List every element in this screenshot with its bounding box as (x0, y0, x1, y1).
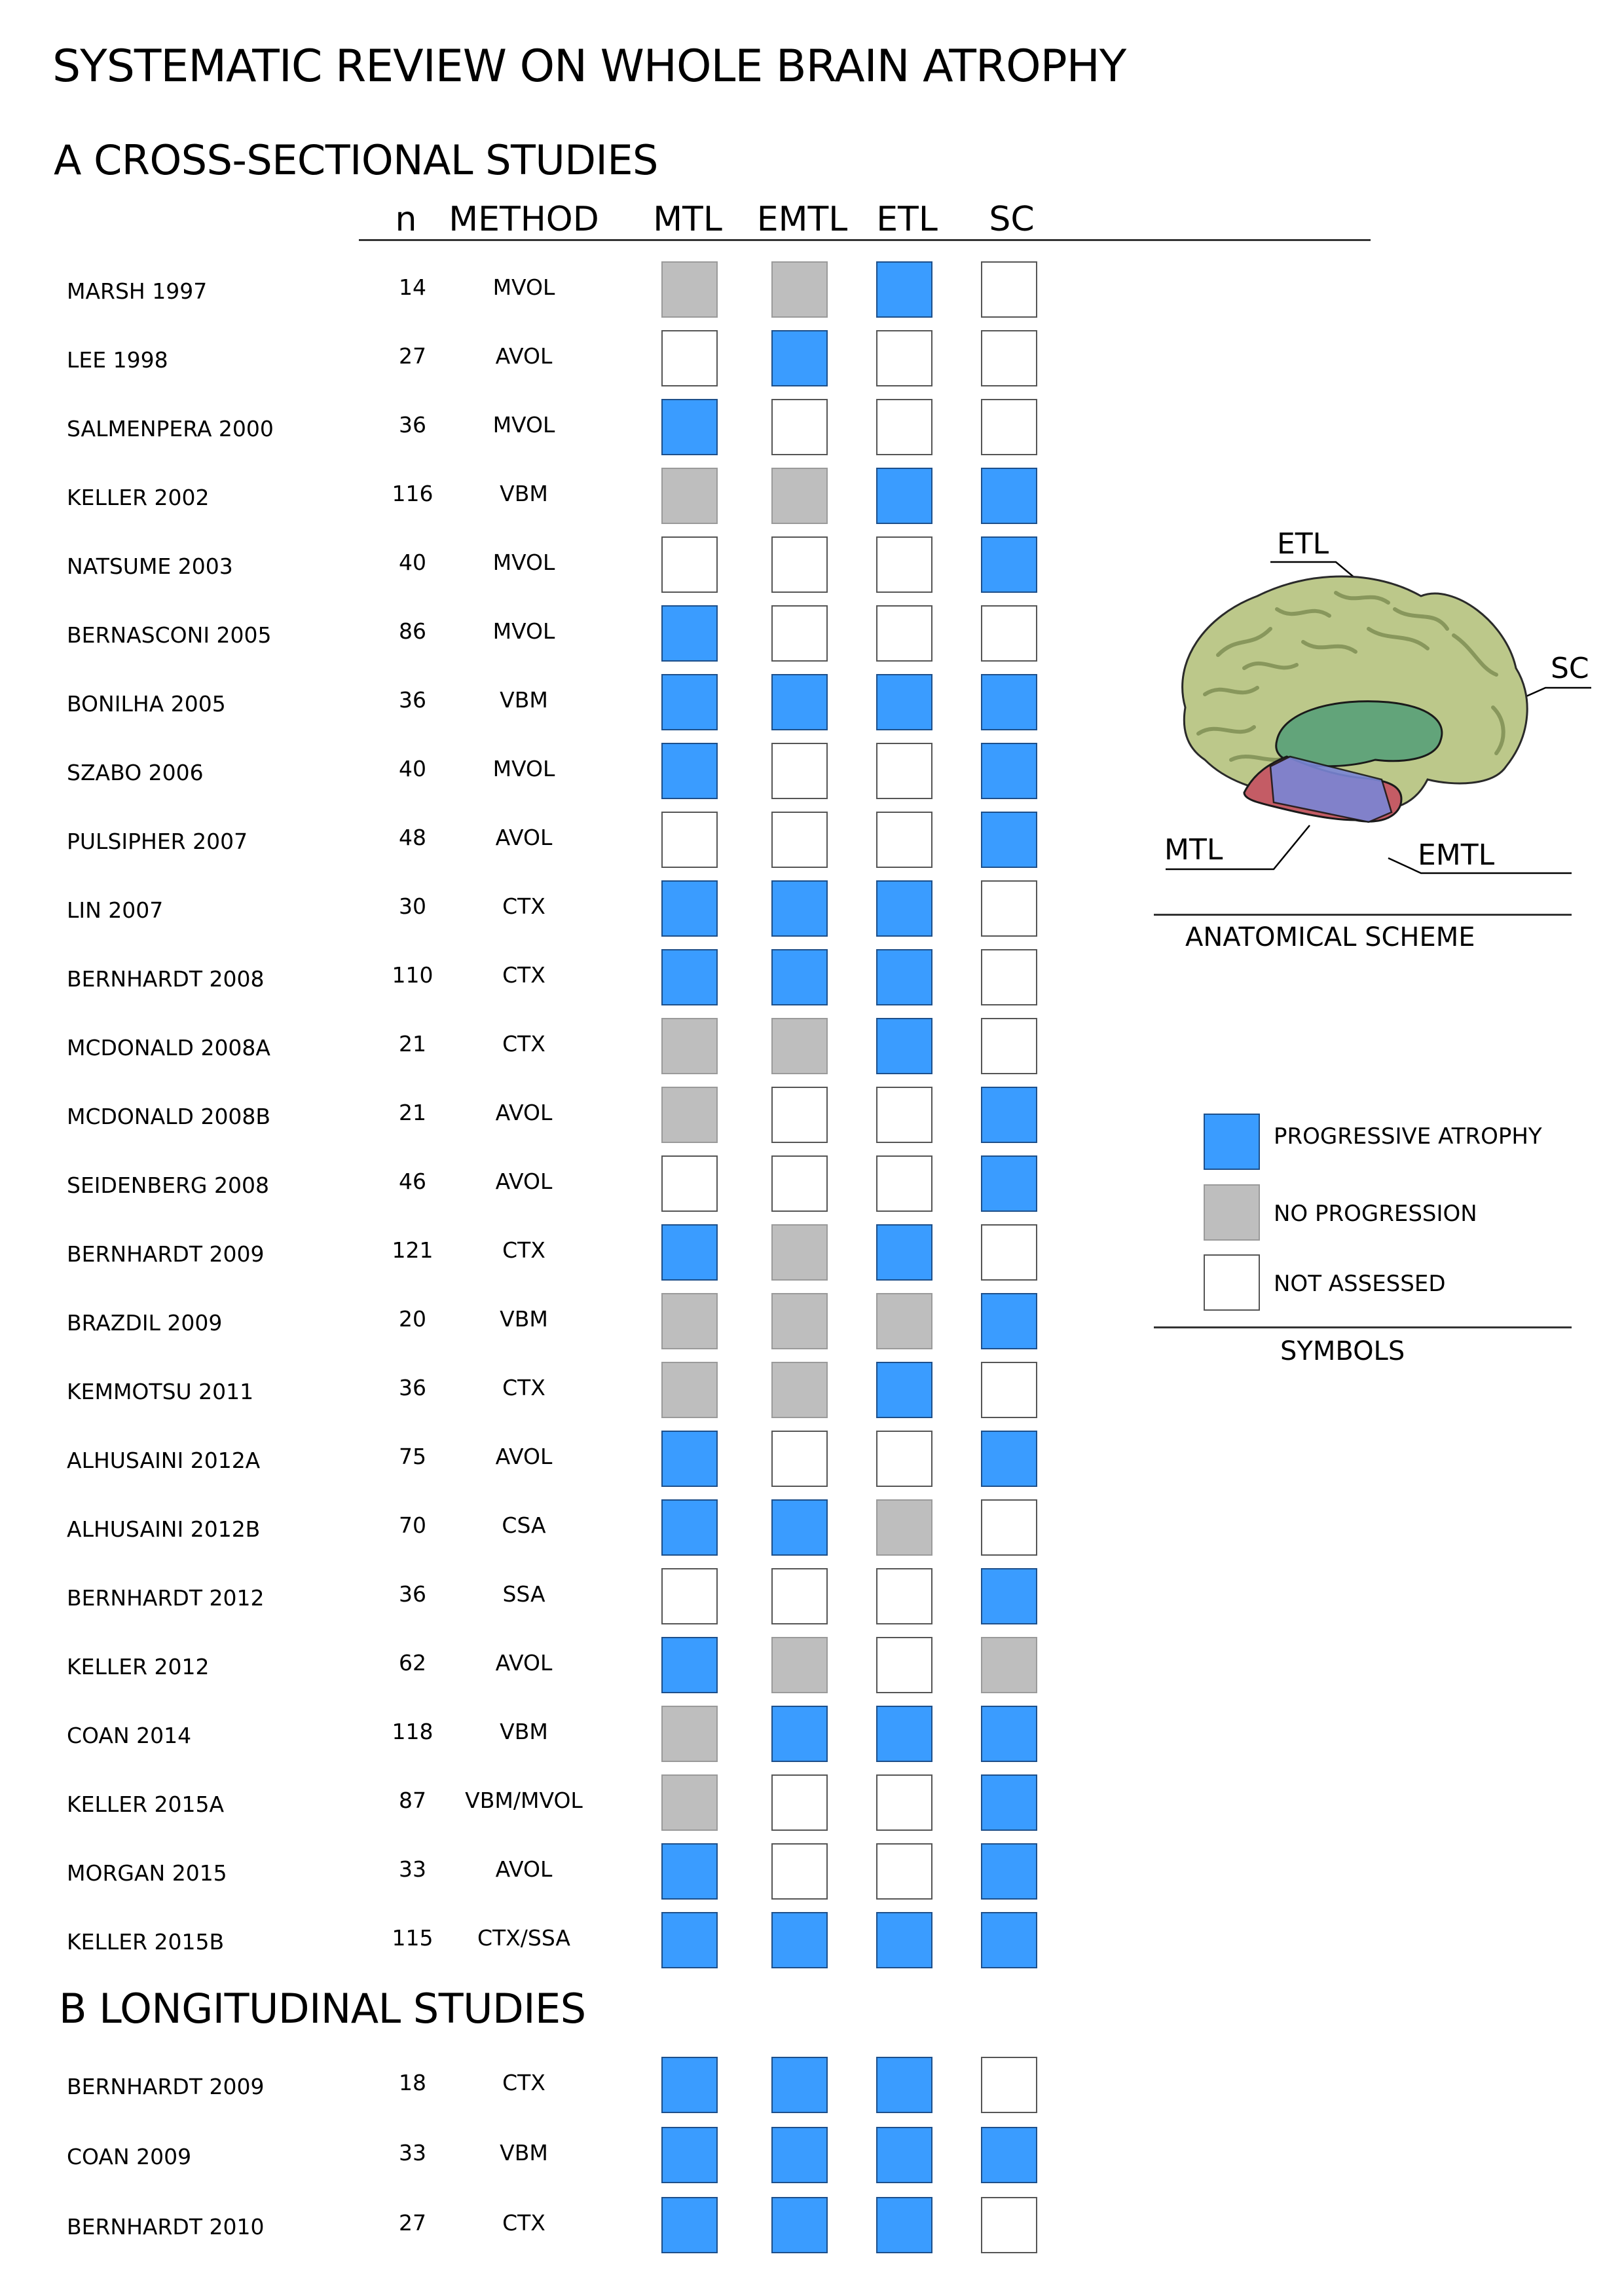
status-cell-emtl (771, 1431, 828, 1487)
column-header-method: METHOD (449, 200, 599, 239)
study-name: ALHUSAINI 2012A (67, 1448, 261, 1473)
legend-rule (1154, 1326, 1572, 1328)
column-header-n: n (395, 200, 417, 239)
method: AVOL (495, 1169, 553, 1194)
status-cell-emtl (771, 1362, 828, 1418)
status-cell-emtl (771, 399, 828, 455)
method: VBM (500, 481, 548, 506)
method: AVOL (495, 1100, 553, 1125)
method: SSA (502, 1581, 545, 1607)
legend-swatch-not-assessed (1204, 1254, 1260, 1311)
status-cell-sc (981, 399, 1037, 455)
study-name: KELLER 2015A (67, 1791, 225, 1817)
method: VBM/MVOL (465, 1788, 583, 1813)
study-name: LEE 1998 (67, 347, 168, 373)
study-name: BERNHARDT 2012 (67, 1585, 265, 1611)
sample-size: 36 (399, 1375, 426, 1400)
scheme-caption: ANATOMICAL SCHEME (1185, 922, 1475, 952)
method: AVOL (495, 1856, 553, 1882)
study-name: BONILHA 2005 (67, 691, 226, 717)
study-name: MORGAN 2015 (67, 1860, 227, 1886)
method: CTX (502, 2210, 545, 2236)
sample-size: 116 (392, 481, 434, 506)
column-header-mtl: MTL (653, 200, 722, 239)
sample-size: 36 (399, 687, 426, 713)
study-name: NATSUME 2003 (67, 553, 233, 579)
study-name: BERNHARDT 2009 (67, 1241, 265, 1267)
status-cell-emtl (771, 1224, 828, 1281)
method: CTX (502, 1375, 545, 1400)
status-cell-sc (981, 743, 1037, 799)
study-name: MCDONALD 2008B (67, 1104, 271, 1129)
status-cell-etl (876, 2057, 932, 2113)
column-header-emtl: EMTL (756, 200, 848, 239)
legend-label-no-progression: NO PROGRESSION (1274, 1201, 1477, 1227)
status-cell-etl (876, 743, 932, 799)
table-row (0, 1788, 1061, 1850)
status-cell-sc (981, 1224, 1037, 1281)
scheme-label-sc: SC (1551, 652, 1589, 685)
status-cell-mtl (661, 536, 718, 593)
sample-size: 36 (399, 412, 426, 438)
study-name: MARSH 1997 (67, 278, 208, 304)
status-cell-mtl (661, 1774, 718, 1831)
sample-size: 21 (399, 1031, 426, 1057)
status-cell-etl (876, 399, 932, 455)
status-cell-emtl (771, 261, 828, 318)
status-cell-mtl (661, 261, 718, 318)
sample-size: 36 (399, 1581, 426, 1607)
method: CSA (502, 1512, 546, 1538)
study-name: BERNHARDT 2008 (67, 966, 265, 992)
status-cell-mtl (661, 1087, 718, 1143)
status-cell-sc (981, 261, 1037, 318)
table-row (0, 2070, 1061, 2133)
study-name: COAN 2009 (67, 2144, 192, 2169)
status-cell-etl (876, 1774, 932, 1831)
status-cell-mtl (661, 2127, 718, 2183)
status-cell-emtl (771, 1155, 828, 1212)
sample-size: 20 (399, 1306, 426, 1332)
status-cell-sc (981, 2127, 1037, 2183)
status-cell-sc (981, 1774, 1037, 1831)
status-cell-etl (876, 2127, 932, 2183)
status-cell-etl (876, 812, 932, 868)
study-name: COAN 2014 (67, 1723, 192, 1748)
sample-size: 110 (392, 962, 434, 988)
method: CTX (502, 893, 545, 919)
status-cell-emtl (771, 1499, 828, 1556)
status-cell-etl (876, 1155, 932, 1212)
scheme-label-mtl: MTL (1164, 833, 1223, 867)
status-cell-etl (876, 1706, 932, 1762)
status-cell-etl (876, 1637, 932, 1693)
method: MVOL (492, 412, 555, 438)
status-cell-etl (876, 605, 932, 662)
status-cell-mtl (661, 1637, 718, 1693)
status-cell-emtl (771, 2197, 828, 2253)
section-a-title: A CROSS-SECTIONAL STUDIES (54, 136, 658, 184)
study-name: SALMENPERA 2000 (67, 416, 274, 441)
table-row (0, 1237, 1061, 1300)
study-name: KELLER 2002 (67, 485, 210, 510)
status-cell-sc (981, 949, 1037, 1005)
sample-size: 30 (399, 893, 426, 919)
status-cell-mtl (661, 674, 718, 730)
status-cell-sc (981, 1637, 1037, 1693)
table-row (0, 1581, 1061, 1644)
method: AVOL (495, 1650, 553, 1676)
status-cell-mtl (661, 880, 718, 937)
status-cell-etl (876, 1843, 932, 1900)
method: AVOL (495, 343, 553, 369)
status-cell-sc (981, 1706, 1037, 1762)
table-row (0, 1650, 1061, 1713)
legend-caption: SYMBOLS (1280, 1336, 1405, 1366)
study-name: SEIDENBERG 2008 (67, 1172, 269, 1198)
study-name: MCDONALD 2008A (67, 1035, 271, 1060)
table-row (0, 893, 1061, 956)
table-row (0, 1925, 1061, 1988)
status-cell-mtl (661, 1155, 718, 1212)
sample-size: 21 (399, 1100, 426, 1125)
status-cell-etl (876, 1224, 932, 1281)
method: AVOL (495, 825, 553, 850)
table-row (0, 618, 1061, 681)
method: MVOL (492, 618, 555, 644)
legend-label-not-assessed: NOT ASSESSED (1274, 1271, 1446, 1297)
status-cell-sc (981, 1568, 1037, 1624)
sample-size: 27 (399, 343, 426, 369)
status-cell-emtl (771, 674, 828, 730)
table-row (0, 2210, 1061, 2273)
table-row (0, 687, 1061, 750)
status-cell-etl (876, 1568, 932, 1624)
status-cell-emtl (771, 605, 828, 662)
status-cell-sc (981, 1087, 1037, 1143)
table-row (0, 274, 1061, 337)
scheme-rule (1154, 914, 1572, 916)
study-name: BERNHARDT 2009 (67, 2074, 265, 2099)
sample-size: 33 (399, 2140, 426, 2166)
status-cell-emtl (771, 468, 828, 524)
status-cell-emtl (771, 1018, 828, 1074)
status-cell-etl (876, 468, 932, 524)
sample-size: 121 (392, 1237, 434, 1263)
status-cell-emtl (771, 1293, 828, 1349)
sample-size: 115 (392, 1925, 434, 1951)
section-b-title: B LONGITUDINAL STUDIES (59, 1985, 586, 2033)
method: MVOL (492, 550, 555, 575)
status-cell-mtl (661, 1431, 718, 1487)
table-row (0, 1856, 1061, 1919)
status-cell-emtl (771, 2127, 828, 2183)
status-cell-mtl (661, 1912, 718, 1968)
method: CTX (502, 1237, 545, 1263)
table-row (0, 2140, 1061, 2203)
study-name: BERNASCONI 2005 (67, 622, 272, 648)
sample-size: 27 (399, 2210, 426, 2236)
status-cell-mtl (661, 1706, 718, 1762)
status-cell-mtl (661, 1499, 718, 1556)
status-cell-etl (876, 880, 932, 937)
status-cell-mtl (661, 399, 718, 455)
method: MVOL (492, 274, 555, 300)
study-name: PULSIPHER 2007 (67, 829, 248, 854)
main-title: SYSTEMATIC REVIEW ON WHOLE BRAIN ATROPHY (52, 41, 1126, 92)
legend-swatch-progressive (1204, 1114, 1260, 1170)
table-row (0, 1375, 1061, 1438)
column-header-sc: SC (989, 200, 1035, 239)
status-cell-sc (981, 812, 1037, 868)
sample-size: 75 (399, 1444, 426, 1469)
status-cell-etl (876, 536, 932, 593)
study-name: BERNHARDT 2010 (67, 2214, 265, 2240)
scheme-label-emtl: EMTL (1418, 838, 1495, 872)
status-cell-sc (981, 468, 1037, 524)
status-cell-etl (876, 330, 932, 386)
status-cell-etl (876, 1431, 932, 1487)
table-row (0, 550, 1061, 612)
method: CTX (502, 1031, 545, 1057)
table-row (0, 1169, 1061, 1231)
method: AVOL (495, 1444, 553, 1469)
status-cell-sc (981, 1431, 1037, 1487)
status-cell-sc (981, 2057, 1037, 2113)
status-cell-emtl (771, 330, 828, 386)
method: VBM (500, 2140, 548, 2166)
status-cell-emtl (771, 1843, 828, 1900)
sample-size: 18 (399, 2070, 426, 2095)
table-row (0, 481, 1061, 544)
table-row (0, 1306, 1061, 1369)
study-name: BRAZDIL 2009 (67, 1310, 223, 1336)
status-cell-sc (981, 330, 1037, 386)
status-cell-mtl (661, 330, 718, 386)
table-row (0, 343, 1061, 406)
status-cell-emtl (771, 1912, 828, 1968)
sample-size: 46 (399, 1169, 426, 1194)
table-row (0, 1100, 1061, 1163)
status-cell-mtl (661, 2057, 718, 2113)
study-name: SZABO 2006 (67, 760, 204, 785)
status-cell-sc (981, 536, 1037, 593)
study-name: KELLER 2012 (67, 1654, 210, 1679)
status-cell-emtl (771, 1706, 828, 1762)
status-cell-emtl (771, 1774, 828, 1831)
sample-size: 40 (399, 550, 426, 575)
method: MVOL (492, 756, 555, 781)
status-cell-etl (876, 1499, 932, 1556)
status-cell-emtl (771, 2057, 828, 2113)
status-cell-mtl (661, 1843, 718, 1900)
table-row (0, 962, 1061, 1025)
status-cell-sc (981, 1499, 1037, 1556)
legend-label-progressive: PROGRESSIVE ATROPHY (1274, 1123, 1542, 1150)
status-cell-emtl (771, 743, 828, 799)
status-cell-sc (981, 880, 1037, 937)
status-cell-mtl (661, 468, 718, 524)
status-cell-mtl (661, 1568, 718, 1624)
scheme-label-etl: ETL (1277, 527, 1329, 561)
sample-size: 40 (399, 756, 426, 781)
table-row (0, 756, 1061, 819)
column-header-etl: ETL (876, 200, 938, 239)
status-cell-mtl (661, 1018, 718, 1074)
status-cell-sc (981, 674, 1037, 730)
table-row (0, 1719, 1061, 1782)
sample-size: 86 (399, 618, 426, 644)
status-cell-sc (981, 1018, 1037, 1074)
status-cell-mtl (661, 949, 718, 1005)
status-cell-etl (876, 674, 932, 730)
status-cell-mtl (661, 743, 718, 799)
status-cell-emtl (771, 536, 828, 593)
method: CTX/SSA (477, 1925, 570, 1951)
study-name: ALHUSAINI 2012B (67, 1516, 261, 1542)
status-cell-mtl (661, 812, 718, 868)
legend-swatch-no-progression (1204, 1184, 1260, 1241)
status-cell-etl (876, 1912, 932, 1968)
status-cell-sc (981, 605, 1037, 662)
status-cell-emtl (771, 1087, 828, 1143)
status-cell-emtl (771, 880, 828, 937)
method: VBM (500, 687, 548, 713)
status-cell-etl (876, 261, 932, 318)
table-row (0, 1444, 1061, 1507)
status-cell-sc (981, 1155, 1037, 1212)
status-cell-sc (981, 1843, 1037, 1900)
table-row (0, 412, 1061, 475)
status-cell-sc (981, 1912, 1037, 1968)
status-cell-etl (876, 2197, 932, 2253)
sample-size: 70 (399, 1512, 426, 1538)
sample-size: 48 (399, 825, 426, 850)
status-cell-emtl (771, 949, 828, 1005)
status-cell-mtl (661, 1293, 718, 1349)
study-name: LIN 2007 (67, 897, 164, 923)
status-cell-emtl (771, 1637, 828, 1693)
sample-size: 33 (399, 1856, 426, 1882)
study-name: KEMMOTSU 2011 (67, 1379, 254, 1404)
status-cell-etl (876, 1018, 932, 1074)
sample-size: 118 (392, 1719, 434, 1744)
status-cell-mtl (661, 1362, 718, 1418)
table-row (0, 825, 1061, 888)
status-cell-etl (876, 1362, 932, 1418)
method: CTX (502, 962, 545, 988)
status-cell-mtl (661, 605, 718, 662)
status-cell-mtl (661, 2197, 718, 2253)
sample-size: 14 (399, 274, 426, 300)
header-rule (359, 239, 1371, 241)
sample-size: 62 (399, 1650, 426, 1676)
table-row (0, 1512, 1061, 1575)
status-cell-emtl (771, 1568, 828, 1624)
status-cell-sc (981, 1362, 1037, 1418)
status-cell-sc (981, 2197, 1037, 2253)
status-cell-emtl (771, 812, 828, 868)
status-cell-etl (876, 1087, 932, 1143)
table-row (0, 1031, 1061, 1094)
method: VBM (500, 1306, 548, 1332)
status-cell-mtl (661, 1224, 718, 1281)
status-cell-etl (876, 949, 932, 1005)
status-cell-etl (876, 1293, 932, 1349)
sample-size: 87 (399, 1788, 426, 1813)
method: VBM (500, 1719, 548, 1744)
method: CTX (502, 2070, 545, 2095)
status-cell-sc (981, 1293, 1037, 1349)
study-name: KELLER 2015B (67, 1929, 225, 1955)
